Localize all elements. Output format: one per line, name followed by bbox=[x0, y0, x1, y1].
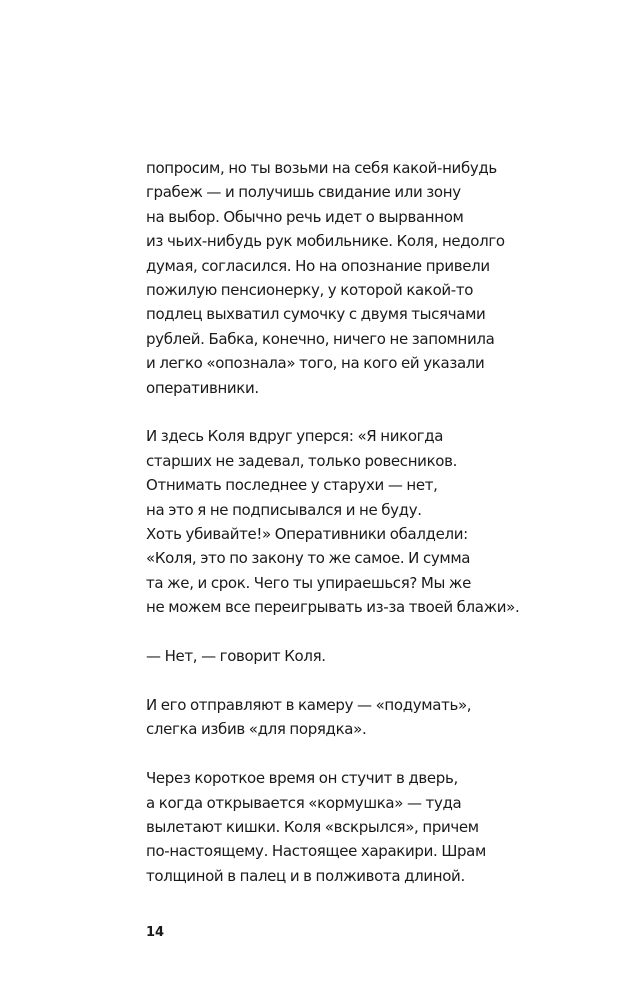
text-line: на выбор. Обычно речь идет о вырванном bbox=[146, 207, 464, 226]
text-line: та же, и срок. Чего ты упираешься? Мы же bbox=[146, 573, 471, 592]
text-line: из чьих-нибудь рук мобильнике. Коля, недолго bbox=[146, 232, 505, 251]
paragraph bbox=[146, 766, 566, 888]
text-line: старших не задевал, только ровесников. bbox=[146, 451, 458, 470]
text-line: Хоть убивайте!» Оперативники обалдели: bbox=[146, 525, 468, 544]
paragraph bbox=[146, 156, 566, 400]
paragraph bbox=[146, 424, 566, 619]
text-line: Отнимать последнее у старухи — нет, bbox=[146, 476, 438, 495]
text-line: попросим, но ты возьми на себя какой-нибудь bbox=[146, 159, 497, 177]
page-number: 14 bbox=[146, 925, 165, 940]
text-line: толщиной в палец и в полживота длиной. bbox=[146, 866, 465, 885]
text-line: и легко «опознала» того, на кого ей указали bbox=[146, 354, 485, 373]
text-line: по-настоящему. Настоящее харакири. Шрам bbox=[146, 842, 486, 861]
text-line: на это я не подписывался и не буду. bbox=[146, 500, 422, 519]
paragraph bbox=[146, 693, 566, 742]
text-line: И здесь Коля вдруг уперся: «Я никогда bbox=[146, 427, 444, 446]
text-line: — Нет, — говорит Коля. bbox=[146, 647, 326, 666]
paragraph bbox=[146, 644, 566, 668]
text-line: И его отправляют в камеру — «подумать», bbox=[146, 695, 472, 714]
text-line: пожилую пенсионерку, у которой какой-то bbox=[146, 281, 474, 300]
body-text bbox=[146, 156, 566, 888]
text-line: подлец выхватил сумочку с двумя тысячами bbox=[146, 305, 486, 324]
text-line: рублей. Бабка, конечно, ничего не запомнила bbox=[146, 329, 495, 348]
text-line: «Коля, это по закону то же самое. И сумма bbox=[146, 549, 471, 568]
text-line: а когда открывается «кормушка» — туда bbox=[146, 793, 462, 812]
text-line: вылетают кишки. Коля «вскрылся», причем bbox=[146, 817, 479, 836]
text-line: слегка избив «для порядка». bbox=[146, 720, 367, 739]
text-line: не можем все переигрывать из-за твоей блажи». bbox=[146, 598, 520, 617]
text-line: Через короткое время он стучит в дверь, bbox=[146, 769, 458, 788]
text-line: оперативники. bbox=[146, 378, 259, 397]
text-line: думая, согласился. Но на опознание привели bbox=[146, 256, 490, 275]
text-line: грабеж — и получишь свидание или зону bbox=[146, 183, 461, 202]
